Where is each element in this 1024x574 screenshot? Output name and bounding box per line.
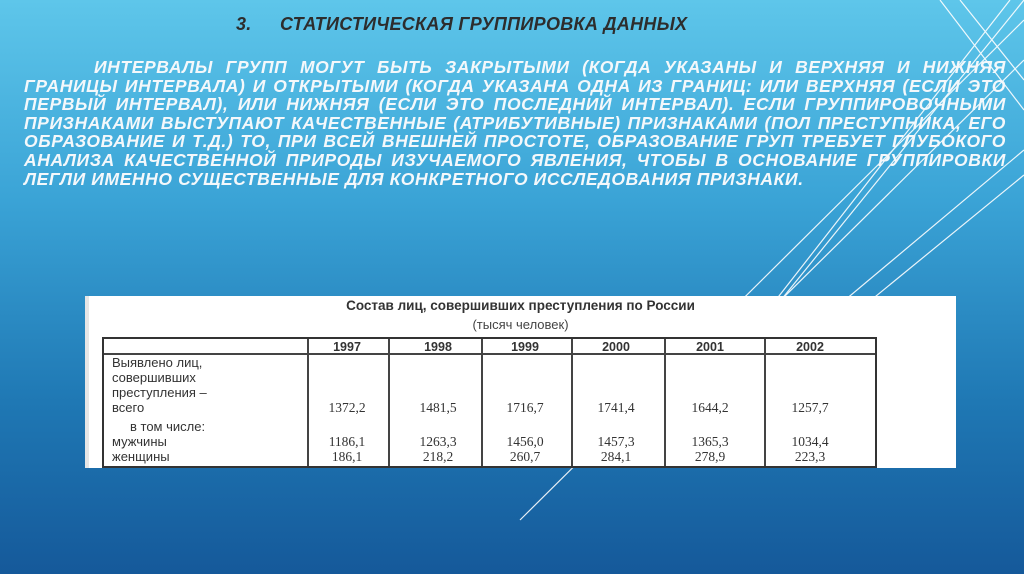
column-divider bbox=[571, 339, 573, 466]
year-header: 1997 bbox=[333, 340, 361, 354]
table-cell: 1034,4 bbox=[791, 434, 829, 449]
column-divider bbox=[481, 339, 483, 466]
year-header: 2000 bbox=[602, 340, 630, 354]
row-label-line: преступления – bbox=[112, 385, 207, 400]
row-label-line: всего bbox=[112, 400, 145, 415]
year-header: 1999 bbox=[511, 340, 539, 354]
title-number: 3. bbox=[236, 14, 252, 34]
row-label-line: Выявлено лиц, bbox=[112, 355, 203, 370]
table-cell: 1456,0 bbox=[506, 434, 544, 449]
body-paragraph: ИНТЕРВАЛЫ ГРУПП МОГУТ БЫТЬ ЗАКРЫТЫМИ (КОГДА УКАЗАНЫ И ВЕРХНЯЯ И НИЖНЯЯ ГРАНИЦЫ ИНТЕРВАЛА) И ОТКРЫТЫМИ (КОГДА УКАЗАНА ОДНА ИЗ ГРАНИЦ: ИЛИ ВЕРХНЯЯ (ЕСЛИ ЭТО ПЕРВЫЙ ИНТЕРВАЛ), ИЛИ НИЖНЯЯ (ЕСЛИ ЭТО ПОСЛЕДНИЙ ИНТЕРВАЛ). ЕСЛИ ГРУППИРОВОЧНЫМИ ПРИЗНАКАМИ ВЫСТУПАЮТ КАЧЕСТВЕННЫЕ (АТРИБУТИВНЫЕ) ПРИЗНАКАМИ (ПОЛ ПРЕСТУПНИКА, ЕГО ОБРАЗОВАНИЕ И Т.Д.) ТО, ПРИ ВСЕЙ ВНЕШНЕЙ ПРОСТОТЕ, ОБРАЗОВАНИЕ ГРУП ТРЕБУЕТ ГЛУБОКОГО АНАЛИЗА КАЧЕСТВЕННОЙ ПРИРОДЫ ИЗУЧАЕМОГО ЯВЛЕНИЯ, ЧТОБЫ В ОСНОВАНИЕ ГРУППИРОВКИ ЛЕГЛИ ИМЕННО СУЩЕСТВЕННЫЕ ДЛЯ КОНКРЕТНОГО ИССЛЕДОВАНИЯ ПРИЗНАКИ. bbox=[24, 57, 1006, 189]
row-total-label bbox=[112, 355, 207, 415]
table-cell: 1372,2 bbox=[328, 400, 366, 415]
table-cell: 278,9 bbox=[694, 449, 726, 464]
crime-statistics-table bbox=[85, 296, 956, 468]
year-header: 1998 bbox=[424, 340, 452, 354]
table-cell: 284,1 bbox=[600, 449, 632, 464]
column-divider bbox=[388, 339, 390, 466]
table-cell: 1716,7 bbox=[506, 400, 544, 415]
table-cell: 1263,3 bbox=[419, 434, 457, 449]
table-cell: 218,2 bbox=[422, 449, 454, 464]
table-grid bbox=[102, 337, 877, 468]
including-label: в том числе: bbox=[130, 419, 206, 434]
year-header: 2001 bbox=[696, 340, 724, 354]
table-cell: 186,1 bbox=[331, 449, 363, 464]
table-cell: 1365,3 bbox=[691, 434, 729, 449]
row-women-label: женщины bbox=[112, 449, 170, 464]
table-cell: 1186,1 bbox=[328, 434, 366, 449]
table-cell: 1644,2 bbox=[691, 400, 729, 415]
table-cell: 1481,5 bbox=[419, 400, 457, 415]
year-header: 2002 bbox=[796, 340, 824, 354]
column-divider bbox=[764, 339, 766, 466]
table-cell: 223,3 bbox=[794, 449, 826, 464]
slide-title bbox=[236, 14, 936, 35]
column-divider bbox=[664, 339, 666, 466]
table-subtitle: (тысяч человек) bbox=[472, 317, 569, 332]
table-title: Состав лиц, совершивших преступления по России bbox=[346, 298, 695, 313]
table-cell: 1257,7 bbox=[791, 400, 829, 415]
table-cell: 260,7 bbox=[509, 449, 541, 464]
table-cell: 1457,3 bbox=[597, 434, 635, 449]
row-label-line: совершивших bbox=[112, 370, 196, 385]
row-men-label: мужчины bbox=[112, 434, 167, 449]
title-text: СТАТИСТИЧЕСКАЯ ГРУППИРОВКА ДАННЫХ bbox=[280, 14, 688, 34]
table-cell: 1741,4 bbox=[597, 400, 635, 415]
